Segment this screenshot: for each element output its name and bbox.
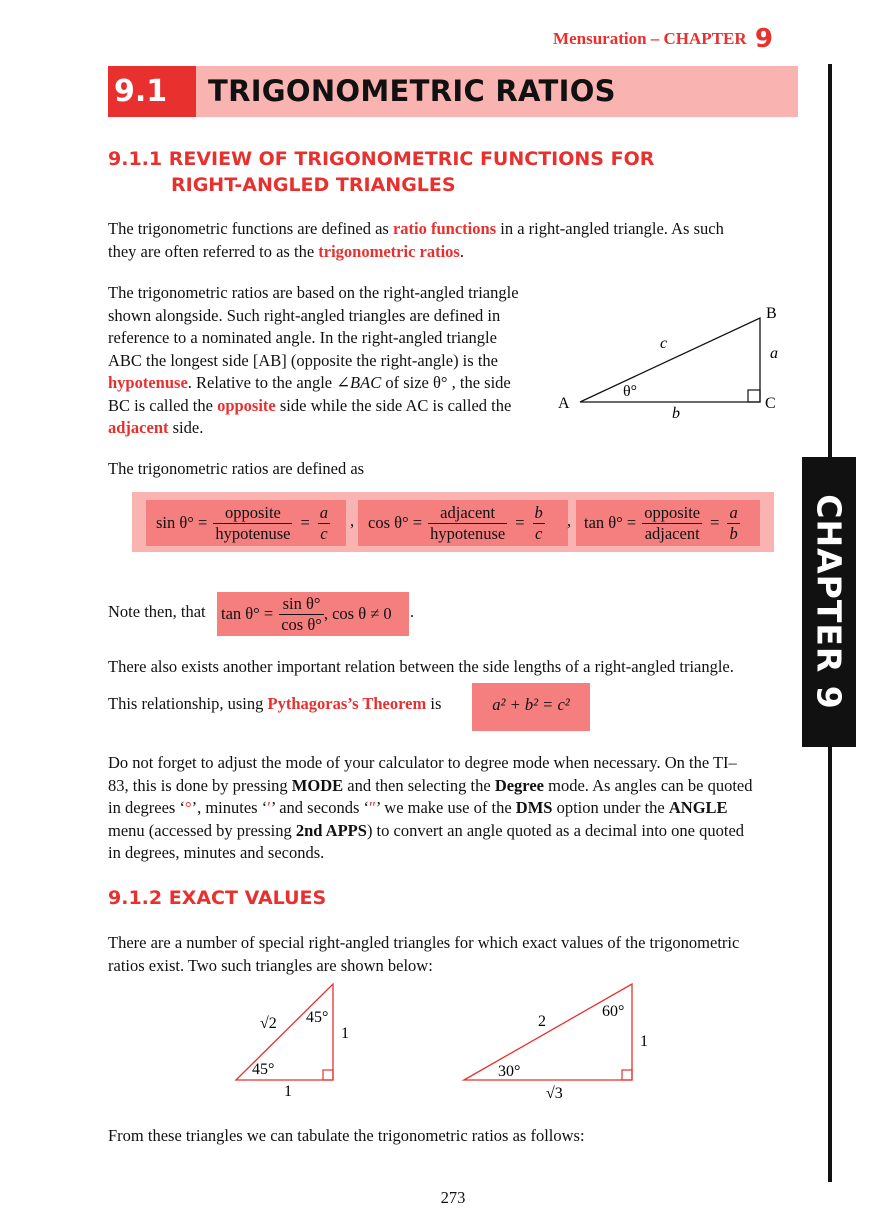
vertical-side-label: 1 [640,1033,648,1050]
angle-theta-label: θ° [623,383,638,400]
section-title: TRIGONOMETRIC RATIOS [208,74,616,108]
tan-identity-condition: , cos θ ≠ 0 [323,603,392,623]
paragraph-tabulate: From these triangles we can tabulate the trigonometric ratios as follows: [108,1126,585,1145]
comma: , [567,511,572,530]
fraction-numerator: adjacent [428,503,507,524]
sine-word-fraction [213,503,292,544]
bottom-angle-label: 30° [498,1063,521,1080]
paragraph-triangle-definition [108,282,558,440]
text-line: There are a number of special right-angled triangles for which exact values of the trigonometric [108,933,740,952]
fraction-numerator: sin θ° [279,594,324,615]
text-line: ABC the longest side [AB] (opposite the right-angle) is the [108,350,498,370]
text: . Relative to the angle [187,373,337,392]
sine-definition [146,500,346,546]
relation-text: There also exists another important relation between the side lengths of a right-angled triangle. [108,657,734,676]
text-line: The trigonometric ratios are based on the right-angled triangle [108,283,519,302]
vertex-c-label: C [765,395,776,412]
triangle-30-shape [464,984,632,1080]
paragraph-exact-values [108,932,808,977]
top-angle-label: 60° [602,1003,625,1020]
equals-sign: = [300,513,310,532]
term-pythagoras-theorem: Pythagoras’s Theorem [267,694,427,713]
subsection-heading-2: 9.1.2 EXACT VALUES [108,887,327,909]
triangle-45-45-90 [230,978,370,1102]
text: side while the side AC is called the [275,395,512,415]
text: option under the [552,798,669,817]
term-trigonometric-ratios: trigonometric ratios [318,241,460,261]
angle-bac: ∠BAC [336,373,382,392]
pythagoras-formula: a² + b² = c² [492,695,570,714]
degree-mode: Degree [494,775,544,795]
vertex-a-label: A [558,395,570,412]
note-prefix: Note then, that [108,602,206,621]
tan-identity-fraction [279,594,324,635]
fraction-denominator: c [320,523,328,543]
comma: , [350,511,355,530]
second-symbol: ″ [369,798,376,817]
text-line: reference to a nominated angle. In the right-angled triangle [108,328,497,347]
tangent-word-fraction [642,503,702,544]
tangent-lhs: tan θ° = [584,513,637,532]
text: and then selecting the [343,775,495,795]
paragraph-intro [108,218,808,263]
text: in degrees ‘ [108,798,185,817]
vertex-b-label: B [766,305,777,322]
cosine-definition [358,500,568,546]
right-angle-marker [622,1070,632,1080]
top-angle-label: 45° [306,1009,329,1026]
tangent-letter-fraction [727,503,739,544]
defined-as-text: The trigonometric ratios are defined as [108,459,365,478]
fraction-numerator: opposite [644,502,701,522]
side-a-label: a [770,345,778,362]
fraction-denominator: b [729,523,738,543]
base-label: √3 [546,1085,563,1102]
text-line: ratios exist. Two such triangles are shown below: [108,955,433,975]
fraction-numerator: opposite [213,503,292,524]
text: side. [168,418,204,437]
key-mode: MODE [291,775,344,795]
text: they are often referred to as the [108,241,319,261]
text: of size θ° , the side [381,373,511,392]
text-line: shown alongside. Such right-angled triangles are defined in [108,305,501,325]
hypotenuse-label: √2 [260,1015,277,1032]
fraction-denominator: adjacent [644,523,700,543]
fraction-numerator: b [534,502,543,522]
minute-symbol: ′ [267,798,271,817]
text: ’, minutes ‘ [191,798,268,817]
fraction-denominator: c [534,523,543,543]
running-header-title: Mensuration – CHAPTER [553,29,747,48]
right-angle-marker [748,390,760,402]
subsection-heading-1 [108,146,654,198]
hypotenuse-label: 2 [538,1013,546,1030]
fraction-numerator: a [729,502,738,522]
running-header [553,24,773,54]
angle-menu: ANGLE [668,798,728,817]
text: ’ and seconds ‘ [270,798,370,817]
text: in a right-angled triangle. As such [496,219,724,238]
text: ’ we make use of the [375,798,516,817]
tangent-definition [576,500,760,546]
vertical-side-label: 1 [341,1025,349,1042]
triangle-30-60-90 [458,978,658,1102]
chapter-side-tab-label: CHAPTER 9 [809,494,849,710]
cosine-letter-fraction [533,503,545,544]
side-b-label: b [672,405,680,422]
text: is [426,694,442,713]
dms-option: DMS [515,798,553,817]
fraction-denominator: hypotenuse [215,523,291,543]
text: 83, this is done by pressing [108,775,292,795]
term-opposite: opposite [217,395,276,415]
key-2nd-apps: 2nd APPS [295,820,367,840]
subsection-heading-1-line1: 9.1.1 REVIEW OF TRIGONOMETRIC FUNCTIONS FOR [108,148,655,170]
tan-identity [221,592,392,636]
running-header-chapter-number: 9 [754,24,773,54]
text: The trigonometric functions are defined as [108,219,393,238]
text-line: in degrees, minutes and seconds. [108,843,325,862]
base-label: 1 [284,1083,292,1100]
triangle-abc-diagram [550,296,790,426]
sine-lhs: sin θ° = [156,513,208,532]
text: mode. As angles can be quoted [543,775,753,795]
bottom-angle-label: 45° [252,1061,275,1078]
equals-sign: = [515,513,525,532]
right-angle-marker [323,1070,333,1080]
text: BC is called the [108,395,218,415]
term-hypotenuse: hypotenuse [108,373,188,392]
pythagoras-text [108,693,441,716]
text: This relationship, using [108,694,268,713]
text: ) to convert an angle quoted as a decimal into one quoted [366,820,745,840]
page-number: 273 [440,1188,466,1207]
cosine-lhs: cos θ° = [368,513,423,532]
equals-sign: = [710,513,720,532]
note-end: . [410,602,415,621]
triangle-45-shape [236,984,333,1080]
paragraph-calculator [108,752,808,865]
degree-symbol: ° [184,798,192,817]
sine-letter-fraction [318,503,330,544]
fraction-denominator: cos θ° [281,614,322,634]
side-c-label: c [660,335,668,352]
term-ratio-functions: ratio functions [392,219,497,238]
fraction-numerator: a [319,502,329,522]
triangle-abc-shape [580,318,760,402]
tan-identity-lhs: tan θ° = [221,603,274,623]
text: menu (accessed by pressing [108,820,296,840]
fraction-denominator: hypotenuse [430,523,506,543]
section-number: 9.1 [108,66,196,117]
text: . [459,241,464,261]
subsection-heading-1-line2: RIGHT-ANGLED TRIANGLES [171,174,456,196]
cosine-word-fraction [428,503,507,544]
text-line: Do not forget to adjust the mode of your calculator to degree mode when necessary. On the TI– [108,753,737,772]
term-adjacent: adjacent [108,418,169,437]
